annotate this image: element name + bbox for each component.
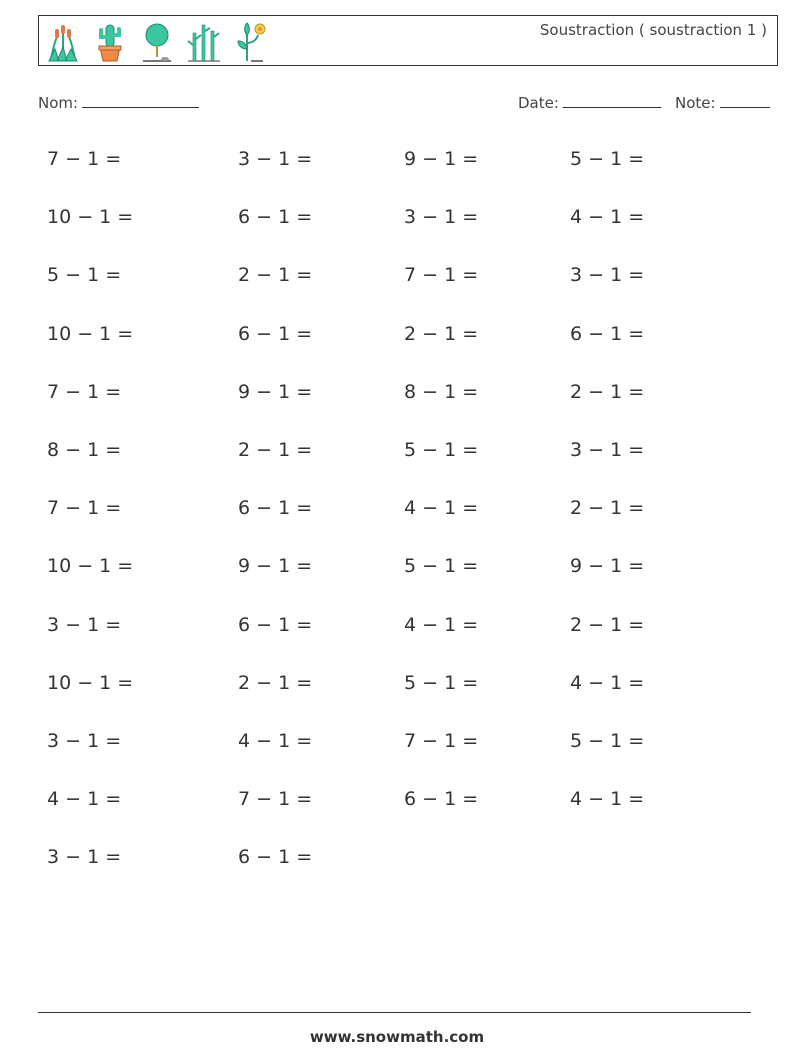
- subtraction-problem: 3 − 1 =: [47, 846, 122, 869]
- subtraction-problem: 5 − 1 =: [404, 671, 479, 694]
- subtraction-problem: 4 − 1 =: [570, 671, 645, 694]
- reeds-icon: [45, 19, 81, 63]
- footer-url: www.snowmath.com: [309, 1028, 485, 1046]
- cactus-pot-icon: [92, 19, 128, 63]
- subtraction-problem: 6 − 1 =: [238, 206, 313, 229]
- name-field: [38, 93, 199, 112]
- subtraction-problem: 10 − 1 =: [47, 671, 134, 694]
- subtraction-problem: 2 − 1 =: [238, 671, 313, 694]
- subtraction-problem: 7 − 1 =: [47, 497, 122, 520]
- date-blank[interactable]: [563, 93, 661, 108]
- subtraction-problem: 5 − 1 =: [404, 439, 479, 461]
- bamboo-icon: [186, 19, 222, 63]
- subtraction-problem: 9 − 1 =: [570, 555, 645, 578]
- subtraction-problem: 7 − 1 =: [238, 788, 313, 811]
- subtraction-problem: 2 − 1 =: [238, 264, 313, 287]
- subtraction-problem: 5 − 1 =: [404, 555, 479, 578]
- subtraction-problem: 3 − 1 =: [570, 439, 645, 461]
- subtraction-problem: 4 − 1 =: [238, 730, 313, 752]
- round-tree-icon: [139, 19, 175, 63]
- subtraction-problem: 4 − 1 =: [404, 613, 479, 636]
- name-label: Nom:: [38, 94, 79, 112]
- subtraction-problem: 5 − 1 =: [570, 730, 645, 752]
- subtraction-problem: 9 − 1 =: [238, 380, 313, 403]
- date-label: Date:: [518, 94, 559, 112]
- sprout-flower-icon: [233, 19, 269, 63]
- subtraction-problem: 3 − 1 =: [570, 264, 645, 287]
- score-label: Note:: [675, 94, 716, 112]
- subtraction-problem: 3 − 1 =: [238, 148, 313, 170]
- subtraction-problem: 4 − 1 =: [570, 206, 645, 229]
- subtraction-problem: 7 − 1 =: [404, 730, 479, 752]
- subtraction-problem: 7 − 1 =: [47, 380, 122, 403]
- worksheet-title: Soustraction ( soustraction 1 ): [539, 21, 767, 39]
- subtraction-problem: 9 − 1 =: [238, 555, 313, 578]
- subtraction-problem: 6 − 1 =: [238, 613, 313, 636]
- subtraction-problem: 2 − 1 =: [570, 380, 645, 403]
- subtraction-problem: 10 − 1 =: [47, 206, 134, 229]
- subtraction-problem: 8 − 1 =: [404, 380, 479, 403]
- subtraction-problem: 3 − 1 =: [47, 730, 122, 752]
- subtraction-problem: 10 − 1 =: [47, 555, 134, 578]
- subtraction-problem: 3 − 1 =: [47, 613, 122, 636]
- score-field: [675, 93, 770, 112]
- subtraction-problem: 6 − 1 =: [238, 322, 313, 345]
- subtraction-problem: 6 − 1 =: [238, 497, 313, 520]
- subtraction-problem: 5 − 1 =: [570, 148, 645, 170]
- subtraction-problem: 5 − 1 =: [47, 264, 122, 287]
- subtraction-problem: 2 − 1 =: [238, 439, 313, 461]
- subtraction-problem: 6 − 1 =: [404, 788, 479, 811]
- subtraction-problem: 4 − 1 =: [404, 497, 479, 520]
- subtraction-problem: 7 − 1 =: [404, 264, 479, 287]
- subtraction-problem: 8 − 1 =: [47, 439, 122, 461]
- subtraction-problem: 2 − 1 =: [404, 322, 479, 345]
- subtraction-problem: 2 − 1 =: [570, 613, 645, 636]
- subtraction-problem: 10 − 1 =: [47, 322, 134, 345]
- name-blank[interactable]: [82, 93, 199, 108]
- subtraction-problem: 4 − 1 =: [570, 788, 645, 811]
- worksheet-header: [38, 15, 778, 66]
- subtraction-problem: 3 − 1 =: [404, 206, 479, 229]
- header-icons: [45, 19, 269, 63]
- score-blank[interactable]: [720, 93, 770, 108]
- subtraction-problem: 2 − 1 =: [570, 497, 645, 520]
- subtraction-problem: 6 − 1 =: [238, 846, 313, 869]
- subtraction-problem: 6 − 1 =: [570, 322, 645, 345]
- subtraction-problem: 7 − 1 =: [47, 148, 122, 170]
- date-field: [518, 93, 661, 112]
- footer-divider: [38, 1012, 751, 1013]
- subtraction-problem: 4 − 1 =: [47, 788, 122, 811]
- subtraction-problem: 9 − 1 =: [404, 148, 479, 170]
